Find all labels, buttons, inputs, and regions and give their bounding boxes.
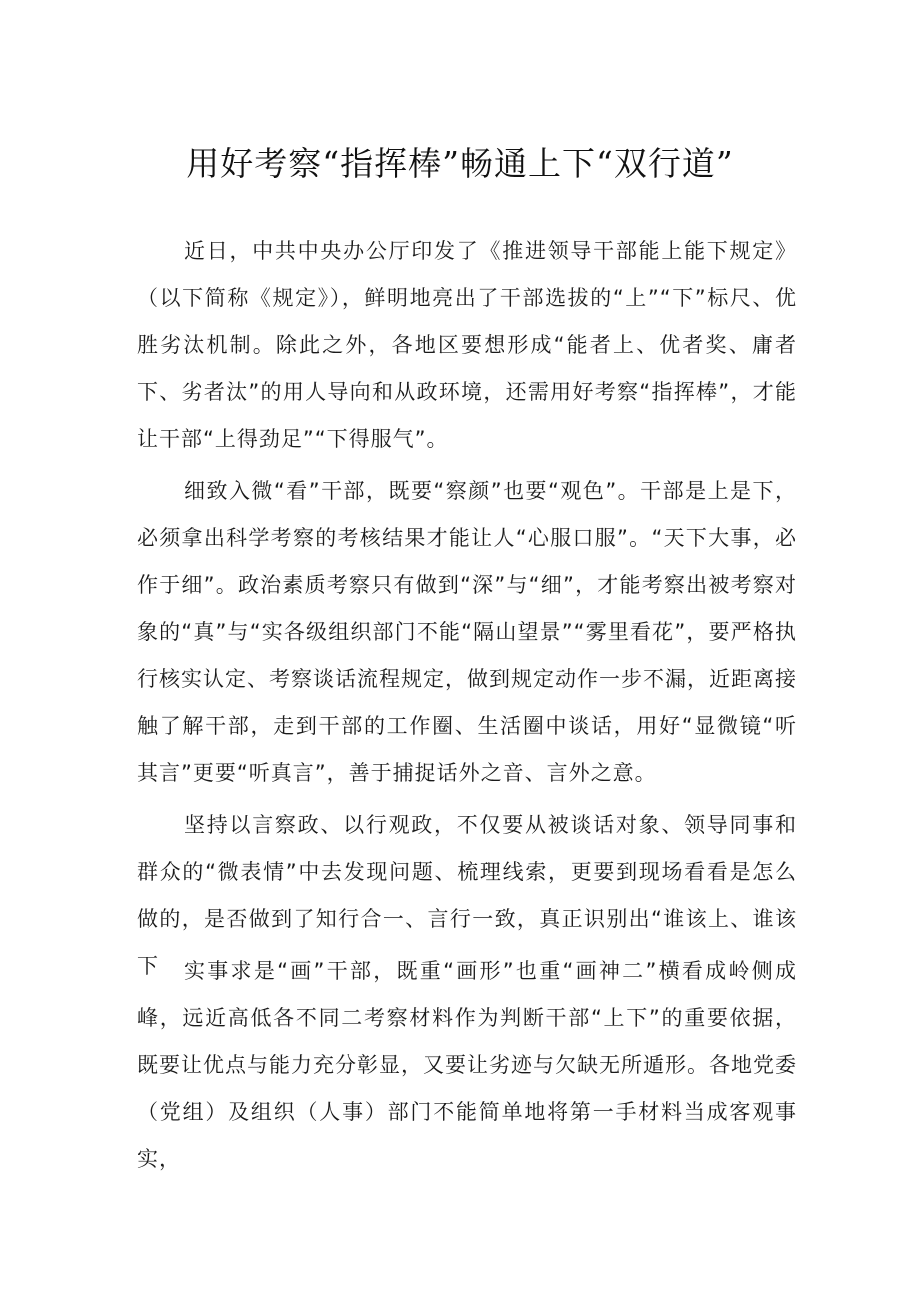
- paragraph-1: 近日，中共中央办公厅印发了《推进领导干部能上能下规定》（以下简称《规定》），鲜明地亮出了干部选拔的“上”“下”标尺、优胜劣汰机制。除此之外，各地区要想形成“能者上、优者奖、庸者下、劣者汰”的用人导向和从政环境，还需用好考察“指挥棒”，才能让干部“上得劲足”“下得服气”。: [137, 239, 797, 451]
- paragraph-2: 细致入微“看”干部，既要“察颜”也要“观色”。干部是上是下，必须拿出科学考察的考核结果才能让人“心服口服”。“天下大事，必作于细”。政治素质考察只有做到“深”与“细”，才能考察出被考察对象的“真”与“实各级组织部门不能“隔山望景”“雾里看花”，要严格执行核实认定、考察谈话流程规定，做到规定动作一步不漏，近距离接触了解干部，走到干部的工作圈、生活圈中谈话，用好“显微镜“听其言”更要“听真言”，善于捕捉话外之音、言外之意。: [137, 479, 797, 785]
- paragraph-4: 实事求是“画”干部，既重“画形”也重“画神二”横看成岭侧成峰，远近高低各不同二考察材料作为判断干部“上下”的重要依据，既要让优点与能力充分彰显，又要让劣迹与欠缺无所遁形。各地党委（党组）及组织（人事）部门不能简单地将第一手材料当成客观事实，: [137, 959, 797, 1171]
- paragraph-3: 坚持以言察政、以行观政，不仅要从被谈话对象、领导同事和群众的“微表情”中去发现问题、梳理线索，更要到现场看看是怎么做的，是否做到了知行合一、言行一致，真正识别出“谁该上、谁该下: [137, 813, 797, 978]
- article-body: [137, 228, 797, 1188]
- page-title: 用好考察“指挥棒”畅通上下“双行道”: [186, 144, 734, 183]
